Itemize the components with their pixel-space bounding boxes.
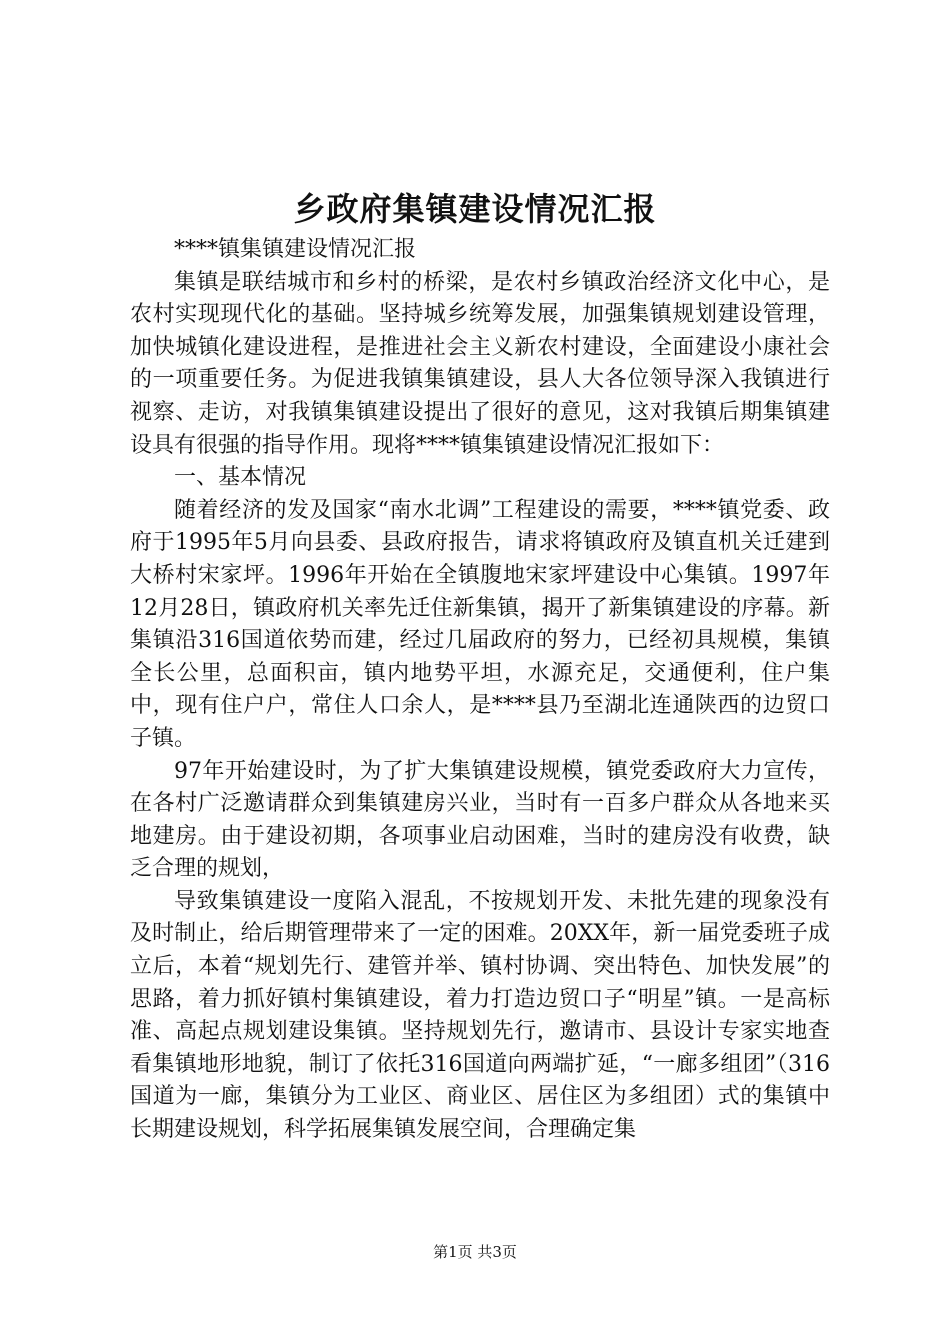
section-heading: 一、基本情况 [174, 465, 307, 491]
document-title: 乡政府集镇建设情况汇报 [293, 190, 657, 228]
body-paragraph: 集镇是联结城市和乡村的桥梁，是农村乡镇政治经济文化中心，是农村实现现代化的基础。坚持城乡统筹发展，加强集镇规划建设管理，加快城镇化建设进程，是推进社会主义新农村建设，全面建设小康社会的一项重要任务。为促进我镇集镇建设，县人大各位领导深入我镇进行视察、走访，对我镇集镇建设提出了很好的意见，这对我镇后期集镇建设具有很强的指导作用。现将****镇集镇建设情况汇报如下： [130, 269, 830, 458]
body-paragraph: 导致集镇建设一度陷入混乱，不按规划开发、未批先建的现象没有及时制止，给后期管理带来了一定的困难。20XX年，新一届党委班子成立后，本着“规划先行、建管并举、镇村协调、突出特色、加快发展”的思路，着力抓好镇村集镇建设，着力打造边贸口子“明星”镇。一是高标准、高起点规划建设集镇。坚持规划先行，邀请市、县设计专家实地查看集镇地形地貌，制订了依托316国道向两端扩延，“一廊多组团”（316国道为一廊，集镇分为工业区、商业区、居住区为多组团）式的集镇中长期建设规划，科学拓展集镇发展空间，合理确定集 [130, 888, 830, 1143]
page-number-footer: 第1页 共3页 [433, 1243, 517, 1261]
body-paragraph: 随着经济的发及国家“南水北调”工程建设的需要，****镇党委、政府于1995年5月向县委、县政府报告，请求将镇政府及镇直机关迁建到大桥村宋家坪。1996年开始在全镇腹地宋家坪建设中心集镇。1997年12月28日，镇政府机关率先迁住新集镇，揭开了新集镇建设的序幕。新集镇沿316国道依势而建，经过几届政府的努力，已经初具规模，集镇全长公里，总面积亩，镇内地势平坦，水源充足，交通便利，住户集中，现有住户户，常住人口余人，是****县乃至湖北连通陕西的边贸口子镇。 [130, 497, 830, 751]
body-paragraph: 97年开始建设时，为了扩大集镇建设规模，镇党委政府大力宣传，在各村广泛邀请群众到集镇建房兴业，当时有一百多户群众从各地来买地建房。由于建设初期，各项事业启动困难，当时的建房没有收费，缺乏合理的规划， [130, 758, 830, 882]
document-body [130, 234, 830, 1147]
subtitle-paragraph: ****镇集镇建设情况汇报 [174, 237, 417, 262]
